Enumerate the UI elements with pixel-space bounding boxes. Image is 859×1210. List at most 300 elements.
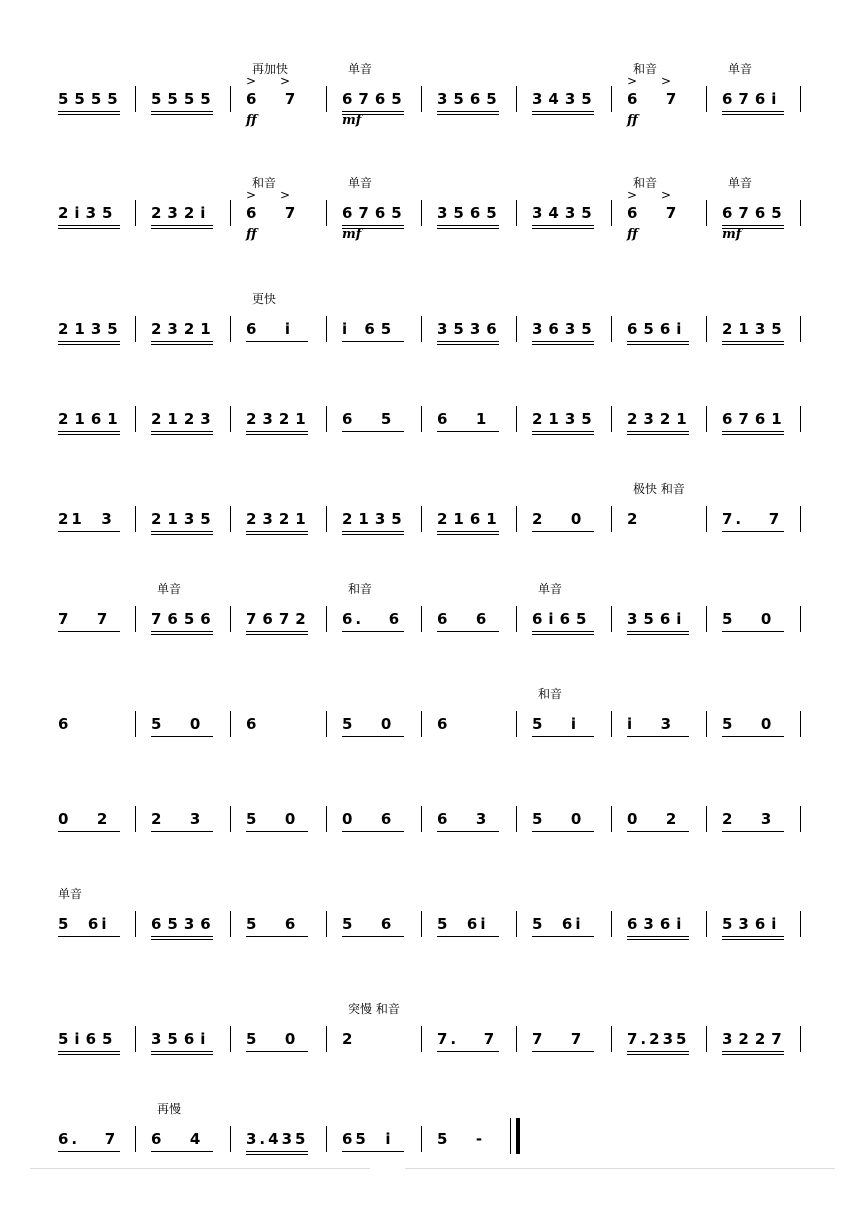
measure-notes: 7.235 <box>627 1030 690 1048</box>
beam-underline <box>151 434 213 435</box>
barline <box>326 316 327 342</box>
measure-notes: 0 2 <box>627 810 683 828</box>
beam-underline <box>437 1051 499 1052</box>
beam-underline <box>151 225 213 226</box>
barline <box>611 606 612 632</box>
score-row <box>0 685 859 795</box>
beam-underline <box>627 939 689 940</box>
beam-underline <box>532 531 594 532</box>
barline <box>135 86 136 112</box>
measure <box>58 580 135 690</box>
tempo-annotation: 和音 <box>538 687 563 701</box>
beam-underline <box>722 831 784 832</box>
barline <box>800 316 801 342</box>
measure-notes: 3635 <box>532 320 598 338</box>
measure <box>722 60 800 170</box>
measure-notes: i 3 <box>627 715 678 733</box>
measure <box>437 480 516 590</box>
beam-underline <box>58 936 120 937</box>
beam-underline <box>342 534 404 535</box>
barline <box>800 911 801 937</box>
measure <box>58 685 135 795</box>
measure <box>151 1000 230 1110</box>
measure <box>627 480 706 590</box>
measure-notes: 3536 <box>437 320 503 338</box>
barline <box>230 506 231 532</box>
measure-notes: 2 <box>342 1030 359 1048</box>
measure <box>58 380 135 490</box>
barline <box>135 1026 136 1052</box>
measure-notes: 2 3 <box>151 810 207 828</box>
tempo-annotation: 单音 <box>348 176 373 190</box>
beam-underline <box>58 1054 120 1055</box>
measure <box>627 60 706 170</box>
beam-underline <box>437 534 499 535</box>
barline <box>800 506 801 532</box>
barline <box>516 506 517 532</box>
measure-notes: 6 i <box>246 320 297 338</box>
measure-notes: 2321 <box>151 320 217 338</box>
tempo-annotation: 单音 <box>538 582 563 596</box>
tempo-annotation: 再加快 <box>252 62 289 76</box>
measure-notes: 3565 <box>437 90 503 108</box>
measure <box>627 780 706 890</box>
barline <box>135 200 136 226</box>
measure <box>151 885 230 995</box>
measure <box>722 580 800 690</box>
measure <box>627 885 706 995</box>
beam-underline <box>246 431 308 432</box>
measure <box>437 60 516 170</box>
measure <box>722 480 800 590</box>
barline <box>230 806 231 832</box>
beam-underline <box>151 939 213 940</box>
measure-notes: 6 7 <box>627 204 683 222</box>
barline <box>421 316 422 342</box>
beam-underline <box>627 1051 689 1052</box>
beam-underline <box>437 114 499 115</box>
measure-notes: 7. 7 <box>437 1030 498 1048</box>
barline <box>326 711 327 737</box>
beam-underline <box>722 939 784 940</box>
measure <box>151 60 230 170</box>
measure-notes: 7656 <box>151 610 217 628</box>
beam-underline <box>627 341 689 342</box>
measure-notes: 2135 <box>342 510 408 528</box>
barline <box>706 406 707 432</box>
score-row <box>0 885 859 995</box>
measure <box>246 685 326 795</box>
final-barline-thin <box>510 1118 511 1154</box>
measure <box>342 885 421 995</box>
beam-underline <box>437 531 499 532</box>
barline <box>326 506 327 532</box>
barline <box>611 911 612 937</box>
measure-notes: 6536 <box>151 915 217 933</box>
measure-notes: 6765 <box>342 204 408 222</box>
measure <box>722 780 800 890</box>
measure-notes: 6 6 <box>437 610 493 628</box>
barline <box>135 1126 136 1152</box>
measure <box>437 685 516 795</box>
barline <box>135 406 136 432</box>
measure-notes: 6761 <box>722 410 788 428</box>
barline <box>230 1026 231 1052</box>
measure-notes: 656i <box>627 320 688 338</box>
beam-underline <box>437 228 499 229</box>
beam-underline <box>722 936 784 937</box>
measure-notes: 65 i <box>342 1130 394 1148</box>
barline <box>421 606 422 632</box>
beam-underline <box>532 431 594 432</box>
measure <box>437 174 516 284</box>
measure-notes: 3435 <box>532 204 598 222</box>
barline <box>421 406 422 432</box>
measure-notes: 5 6 <box>246 915 302 933</box>
measure <box>246 174 326 284</box>
barline <box>800 806 801 832</box>
measure <box>246 1000 326 1110</box>
barline <box>706 200 707 226</box>
tempo-annotation: 单音 <box>157 582 182 596</box>
measure <box>627 580 706 690</box>
barline <box>326 911 327 937</box>
barline <box>706 316 707 342</box>
beam-underline <box>151 1051 213 1052</box>
barline <box>516 316 517 342</box>
measure-notes: 6. 7 <box>58 1130 119 1148</box>
page-edge <box>405 1168 835 1169</box>
beam-underline <box>437 111 499 112</box>
beam-underline <box>722 341 784 342</box>
score-row <box>0 1000 859 1110</box>
beam-underline <box>342 736 404 737</box>
measure-notes: 6. 6 <box>342 610 403 628</box>
measure-notes: 2135 <box>151 510 217 528</box>
beam-underline <box>722 225 784 226</box>
score-row <box>0 174 859 284</box>
measure-notes: 2321 <box>246 510 312 528</box>
tempo-annotation: 极快 和音 <box>633 482 685 496</box>
beam-underline <box>437 936 499 937</box>
barline <box>135 316 136 342</box>
beam-underline <box>437 831 499 832</box>
beam-underline <box>151 1151 213 1152</box>
measure-notes: 5 6 <box>342 915 398 933</box>
barline <box>516 86 517 112</box>
measure <box>627 174 706 284</box>
measure <box>532 380 611 490</box>
accent-icon: > <box>627 74 638 88</box>
measure-notes: 6765 <box>342 90 408 108</box>
beam-underline <box>246 1051 308 1052</box>
measure <box>246 780 326 890</box>
measure <box>246 480 326 590</box>
measure <box>58 480 135 590</box>
measure-notes: 5 0 <box>532 810 588 828</box>
barline <box>421 711 422 737</box>
measure-notes: 2 <box>627 510 644 528</box>
measure <box>151 174 230 284</box>
tempo-annotation: 单音 <box>728 176 753 190</box>
measure <box>532 580 611 690</box>
barline <box>135 806 136 832</box>
tempo-annotation: 和音 <box>348 582 373 596</box>
barline <box>800 200 801 226</box>
barline <box>421 506 422 532</box>
beam-underline <box>246 341 308 342</box>
measure <box>151 580 230 690</box>
tempo-annotation: 和音 <box>633 62 658 76</box>
beam-underline <box>58 341 120 342</box>
measure <box>532 685 611 795</box>
measure-notes: 21 3 <box>58 510 115 528</box>
measure-notes: 2 3 <box>722 810 778 828</box>
measure-notes: 5 0 <box>722 715 778 733</box>
measure <box>246 580 326 690</box>
beam-underline <box>246 534 308 535</box>
measure-notes: 2i35 <box>58 204 119 222</box>
measure-notes: 7. 7 <box>722 510 783 528</box>
barline <box>516 200 517 226</box>
measure-notes: 5555 <box>58 90 124 108</box>
final-barline-thick <box>516 1118 520 1154</box>
measure <box>342 380 421 490</box>
barline <box>706 506 707 532</box>
beam-underline <box>532 228 594 229</box>
barline <box>230 406 231 432</box>
measure-notes: 636i <box>627 915 688 933</box>
barline <box>230 911 231 937</box>
measure-notes: 0 2 <box>58 810 114 828</box>
beam-underline <box>58 225 120 226</box>
beam-underline <box>342 431 404 432</box>
measure-notes: 3.435 <box>246 1130 309 1148</box>
barline <box>706 86 707 112</box>
measure-notes: 3435 <box>532 90 598 108</box>
measure <box>532 60 611 170</box>
beam-underline <box>437 344 499 345</box>
beam-underline <box>246 1151 308 1152</box>
beam-underline <box>532 736 594 737</box>
measure-notes: 5 6i <box>532 915 584 933</box>
beam-underline <box>151 634 213 635</box>
measure <box>722 885 800 995</box>
beam-underline <box>722 531 784 532</box>
score-row <box>0 580 859 690</box>
tempo-annotation: 单音 <box>348 62 373 76</box>
measure-notes: 0 6 <box>342 810 398 828</box>
beam-underline <box>532 111 594 112</box>
dynamic-mark: ff <box>627 227 638 242</box>
beam-underline <box>627 831 689 832</box>
beam-underline <box>722 631 784 632</box>
beam-underline <box>246 936 308 937</box>
beam-underline <box>58 1151 120 1152</box>
beam-underline <box>627 736 689 737</box>
measure <box>342 685 421 795</box>
tempo-annotation: 更快 <box>252 292 277 306</box>
beam-underline <box>437 631 499 632</box>
beam-underline <box>151 228 213 229</box>
accent-icon: > <box>661 188 672 202</box>
beam-underline <box>58 431 120 432</box>
barline <box>135 911 136 937</box>
measure-notes: 2 0 <box>532 510 588 528</box>
measure <box>246 885 326 995</box>
beam-underline <box>151 936 213 937</box>
barline <box>421 1126 422 1152</box>
beam-underline <box>532 1051 594 1052</box>
beam-underline <box>342 936 404 937</box>
barline <box>135 606 136 632</box>
beam-underline <box>58 228 120 229</box>
barline <box>421 200 422 226</box>
barline <box>800 1026 801 1052</box>
measure-notes: 6 7 <box>246 204 302 222</box>
barline <box>706 606 707 632</box>
beam-underline <box>151 531 213 532</box>
beam-underline <box>151 111 213 112</box>
beam-underline <box>627 631 689 632</box>
beam-underline <box>151 1054 213 1055</box>
barline <box>516 406 517 432</box>
measure <box>151 380 230 490</box>
measure <box>151 480 230 590</box>
beam-underline <box>627 936 689 937</box>
tempo-annotation: 和音 <box>252 176 277 190</box>
barline <box>326 1126 327 1152</box>
beam-underline <box>151 341 213 342</box>
beam-underline <box>58 531 120 532</box>
measure <box>437 885 516 995</box>
accent-icon: > <box>280 74 291 88</box>
beam-underline <box>342 1151 404 1152</box>
measure-notes: 5 0 <box>722 610 778 628</box>
beam-underline <box>627 634 689 635</box>
beam-underline <box>532 936 594 937</box>
barline <box>326 806 327 832</box>
barline <box>326 606 327 632</box>
beam-underline <box>151 631 213 632</box>
barline <box>611 506 612 532</box>
beam-underline <box>151 114 213 115</box>
measure <box>627 380 706 490</box>
barline <box>516 806 517 832</box>
beam-underline <box>58 434 120 435</box>
barline <box>421 1026 422 1052</box>
measure <box>437 580 516 690</box>
beam-underline <box>627 431 689 432</box>
measure <box>722 685 800 795</box>
dynamic-mark: ff <box>246 113 257 128</box>
accent-icon: > <box>246 188 257 202</box>
beam-underline <box>246 631 308 632</box>
measure <box>722 1000 800 1110</box>
measure <box>342 60 421 170</box>
measure <box>246 60 326 170</box>
beam-underline <box>532 434 594 435</box>
beam-underline <box>58 111 120 112</box>
tempo-annotation: 再慢 <box>157 1102 182 1116</box>
beam-underline <box>437 431 499 432</box>
measure <box>437 1000 516 1110</box>
measure-notes: 5 6i <box>437 915 489 933</box>
beam-underline <box>722 736 784 737</box>
beam-underline <box>342 631 404 632</box>
measure-notes: 5i65 <box>58 1030 119 1048</box>
measure-notes: 2123 <box>151 410 217 428</box>
measure-notes: 6 <box>246 715 263 733</box>
tempo-annotation: 单音 <box>728 62 753 76</box>
measure-notes: 2161 <box>58 410 124 428</box>
page-edge <box>30 1168 370 1169</box>
measure-notes: 2321 <box>627 410 693 428</box>
measure <box>58 174 135 284</box>
tempo-annotation: 单音 <box>58 887 83 901</box>
beam-underline <box>246 831 308 832</box>
measure <box>532 780 611 890</box>
beam-underline <box>437 341 499 342</box>
beam-underline <box>532 341 594 342</box>
measure-notes: 536i <box>722 915 783 933</box>
beam-underline <box>532 831 594 832</box>
barline <box>516 1026 517 1052</box>
barline <box>135 506 136 532</box>
measure <box>437 380 516 490</box>
measure <box>151 685 230 795</box>
beam-underline <box>722 1054 784 1055</box>
beam-underline <box>722 114 784 115</box>
measure <box>437 780 516 890</box>
barline <box>135 711 136 737</box>
beam-underline <box>58 831 120 832</box>
barline <box>516 911 517 937</box>
beam-underline <box>151 431 213 432</box>
measure-notes: 3227 <box>722 1030 788 1048</box>
measure-notes: 6 1 <box>437 410 493 428</box>
beam-underline <box>246 1154 308 1155</box>
measure-notes: 6 5 <box>342 410 398 428</box>
measure <box>342 480 421 590</box>
measure <box>58 60 135 170</box>
barline <box>230 316 231 342</box>
beam-underline <box>722 1051 784 1052</box>
beam-underline <box>532 344 594 345</box>
barline <box>516 606 517 632</box>
measure-notes: 2135 <box>722 320 788 338</box>
beam-underline <box>532 634 594 635</box>
score-row <box>0 780 859 890</box>
measure <box>246 380 326 490</box>
measure-notes: 5555 <box>151 90 217 108</box>
beam-underline <box>722 434 784 435</box>
measure-notes: 5 0 <box>342 715 398 733</box>
measure <box>627 1000 706 1110</box>
barline <box>800 606 801 632</box>
measure-notes: 6 <box>437 715 454 733</box>
measure-notes: 3565 <box>437 204 503 222</box>
measure-notes: 6i65 <box>532 610 593 628</box>
score-row <box>0 480 859 590</box>
barline <box>611 806 612 832</box>
beam-underline <box>58 631 120 632</box>
tempo-annotation: 突慢 和音 <box>348 1002 400 1016</box>
barline <box>421 806 422 832</box>
score-row <box>0 380 859 490</box>
measure-notes: 6 7 <box>246 90 302 108</box>
accent-icon: > <box>280 188 291 202</box>
